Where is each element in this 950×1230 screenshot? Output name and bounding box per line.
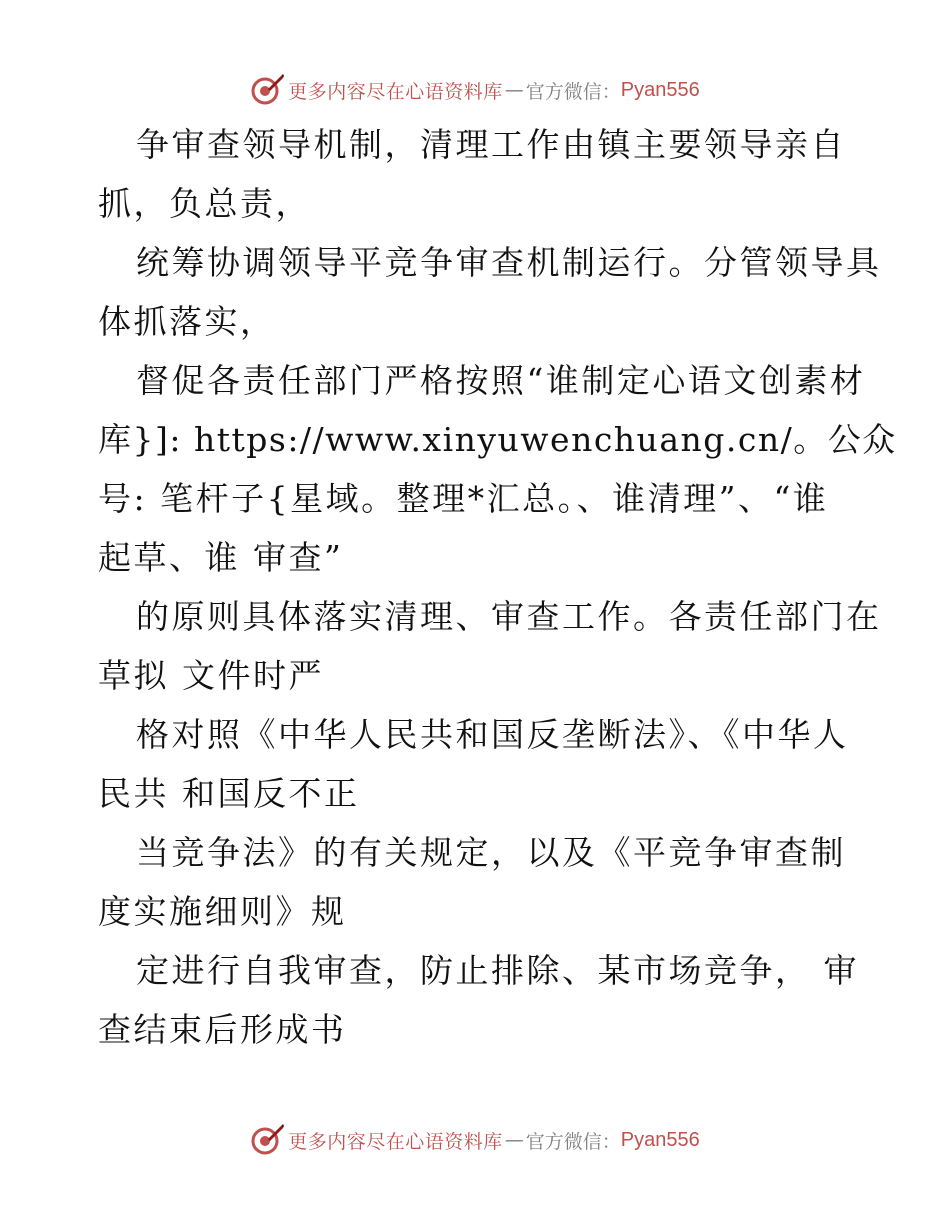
body-line: 库}]: https://www.xinyuwenchuang.cn/。公众: [98, 420, 897, 459]
body-line: 查结束后形成书: [98, 1010, 347, 1049]
body-line: 争审查领导机制，清理工作由镇主要领导亲自: [136, 125, 846, 164]
body-line: 当竞争法》的有关规定，以及《平竞争审查制: [136, 833, 846, 872]
body-line: 草拟 文件时严: [98, 656, 324, 695]
body-line: 督促各责任部门严格按照“谁制定心语文创素材: [136, 361, 866, 400]
pen-logo-icon: [250, 73, 284, 107]
header-banner: [0, 70, 950, 110]
body-line: 民共 和国反不正: [98, 774, 360, 813]
footer-banner: [0, 1120, 950, 1160]
body-line: 统筹协调领导平竞争审查机制运行。分管领导具: [136, 243, 882, 282]
body-line: 格对照《中华人民共和国反垄断法》、《中华人: [136, 715, 849, 754]
header-banner-text: 更多内容尽在心语资料库: [288, 80, 503, 103]
body-line: 抓，负总责，: [98, 184, 311, 223]
footer-wechat-label: 官方微信：: [525, 1130, 621, 1153]
body-line: 度实施细则》规: [98, 892, 347, 931]
body-line: 的原则具体落实清理、审查工作。各责任部门在: [136, 597, 882, 636]
body-line: 体抓落实，: [98, 302, 276, 341]
body-line: 起草、谁 审查”: [98, 538, 344, 577]
header-banner-separator: —: [504, 79, 524, 101]
body-line: 号: 笔杆子{星域。整理*汇总。、谁清理”、“谁: [98, 479, 829, 518]
pen-logo-icon: [250, 1123, 284, 1157]
header-wechat-id: Pyan556: [620, 78, 700, 101]
header-wechat-label: 官方微信：: [525, 80, 621, 103]
body-line: 定进行自我审查，防止排除、某市场竞争， 审: [136, 951, 859, 990]
footer-banner-text: 更多内容尽在心语资料库: [288, 1130, 503, 1153]
footer-wechat-id: Pyan556: [620, 1128, 700, 1151]
footer-banner-separator: —: [504, 1129, 524, 1151]
document-body: [98, 115, 897, 1059]
